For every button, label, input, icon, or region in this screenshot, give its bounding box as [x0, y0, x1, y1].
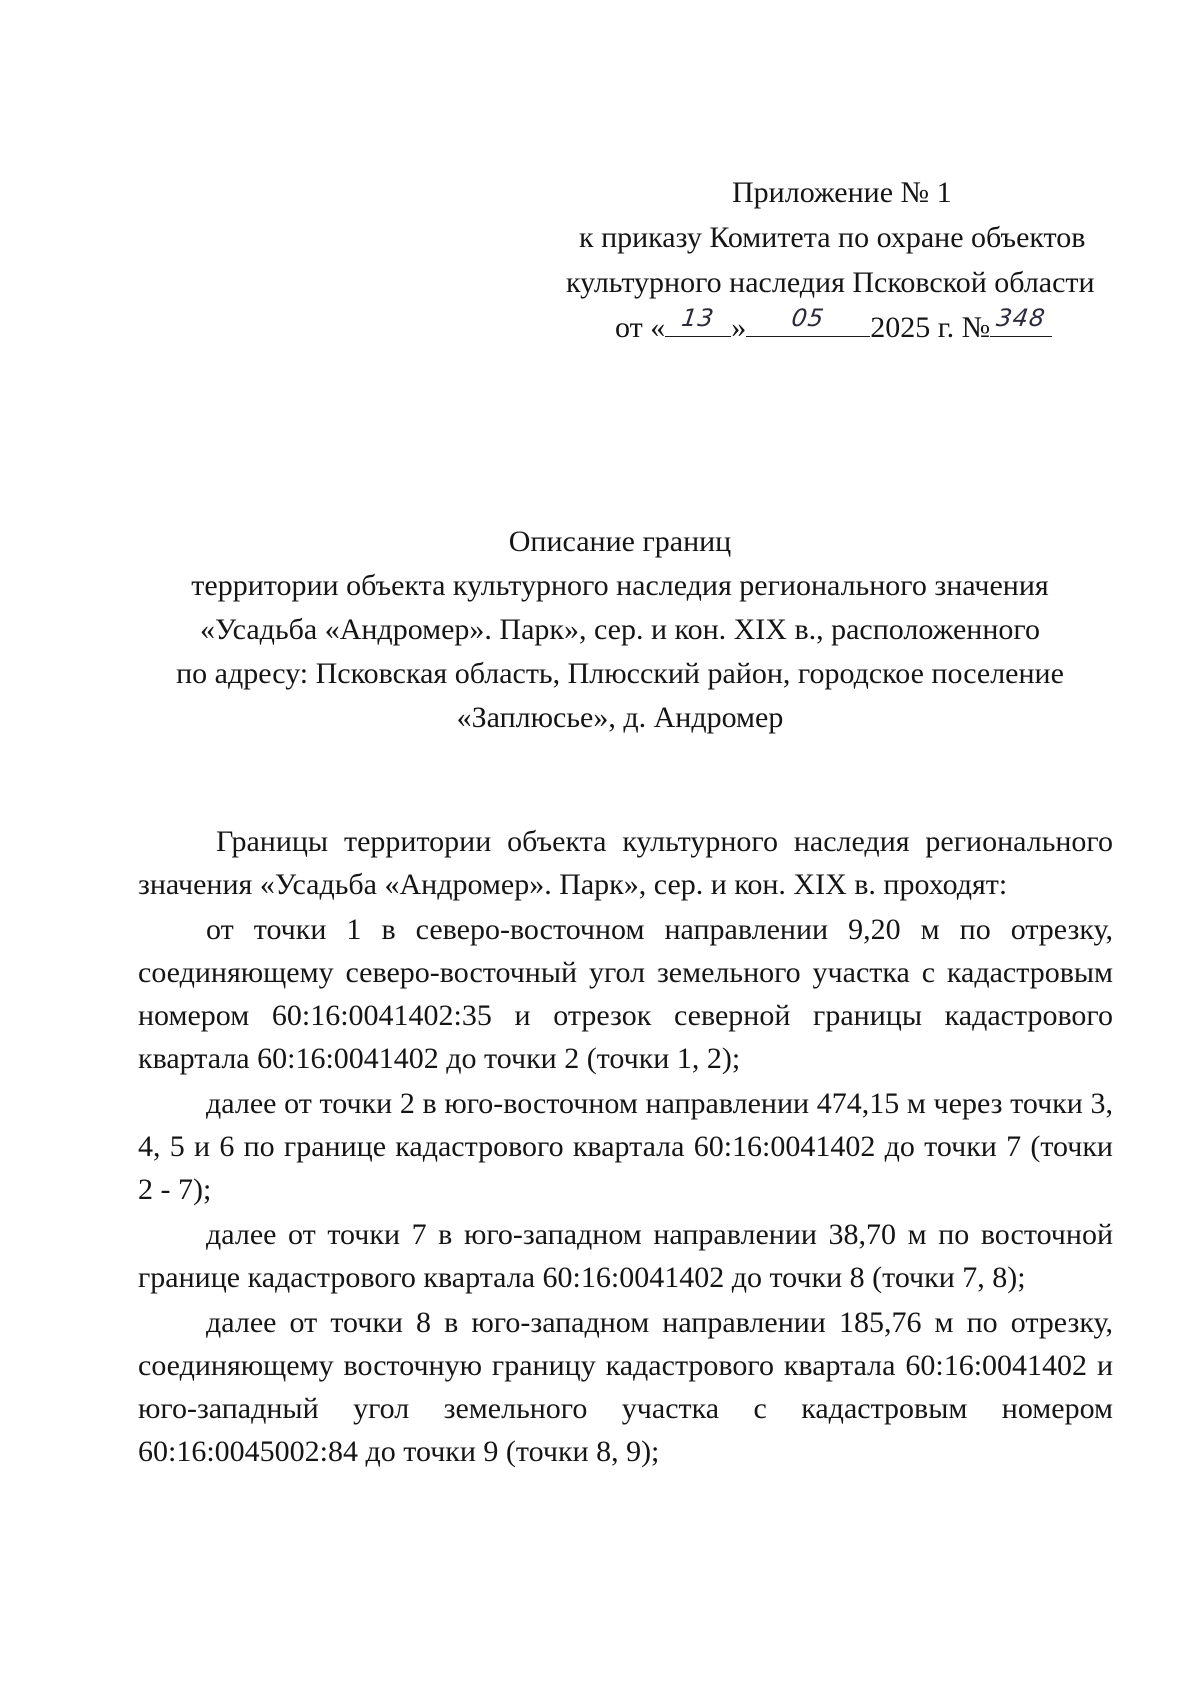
appendix-header: [560, 170, 1120, 350]
boundary-segment-paragraph: от точки 1 в северо-восточном направлении 9,20 м по отрезку, соединяющему северо-восточный угол земельного участка с кадастровым номером 60:16:0041402:35 и отрезок северной границы кадастрового квартала 60:16:0041402 до точки 2 (точки 1, 2);: [138, 913, 1113, 1075]
boundary-segment-paragraph: далее от точки 7 в юго-западном направлении 38,70 м по восточной границе кадастрового квартала 60:16:0041402 до точки 8 (точки 7, 8);: [138, 1218, 1113, 1294]
handwritten-month: 05: [790, 304, 827, 332]
title-line-3: «Усадьба «Андромер». Парк», сер. и кон. XIX в., расположенного: [200, 613, 1040, 646]
date-prefix: от «: [615, 311, 666, 344]
day-blank: [665, 304, 731, 337]
date-quote-close: »: [731, 311, 747, 344]
boundary-segment-paragraph: далее от точки 8 в юго-западном направлении 185,76 м по отрезку, соединяющему восточную границу кадастрового квартала 60:16:0041402 и юго-западный угол земельного участка с кадастровым номером 60:16:0045002:84 до точки 9 (точки 8, 9);: [138, 1306, 1113, 1468]
title-line-5: «Заплюсье», д. Андромер: [456, 701, 784, 734]
appendix-order-reference: к приказу Комитета по охране объектов: [579, 221, 1086, 254]
order-number-blank: [990, 304, 1052, 337]
appendix-title: Приложение № 1: [732, 176, 952, 209]
handwritten-order-number: 348: [994, 304, 1048, 332]
boundary-segment-paragraph: далее от точки 2 в юго-восточном направлении 474,15 м через точки 3, 4, 5 и 6 по границе кадастрового квартала 60:16:0041402 до точки 7 (точки 2 - 7);: [138, 1087, 1113, 1206]
month-blank: [746, 304, 870, 337]
document-title: [100, 520, 1140, 740]
title-line-4: по адресу: Псковская область, Плюсский район, городское поселение: [176, 657, 1064, 690]
title-line-2: территории объекта культурного наследия регионального значения: [191, 569, 1049, 602]
document-body: [138, 820, 1113, 1473]
year-and-number-label: 2025 г. №: [870, 311, 991, 344]
appendix-date-line: [560, 305, 1120, 350]
title-line-1: Описание границ: [508, 525, 732, 558]
handwritten-day: 13: [680, 304, 717, 332]
appendix-committee-name: культурного наследия Псковской области: [566, 266, 1095, 299]
intro-paragraph: Границы территории объекта культурного наследия регионального значения «Усадьба «Андромер». Парк», сер. и кон. XIX в. проходят:: [138, 825, 1113, 901]
